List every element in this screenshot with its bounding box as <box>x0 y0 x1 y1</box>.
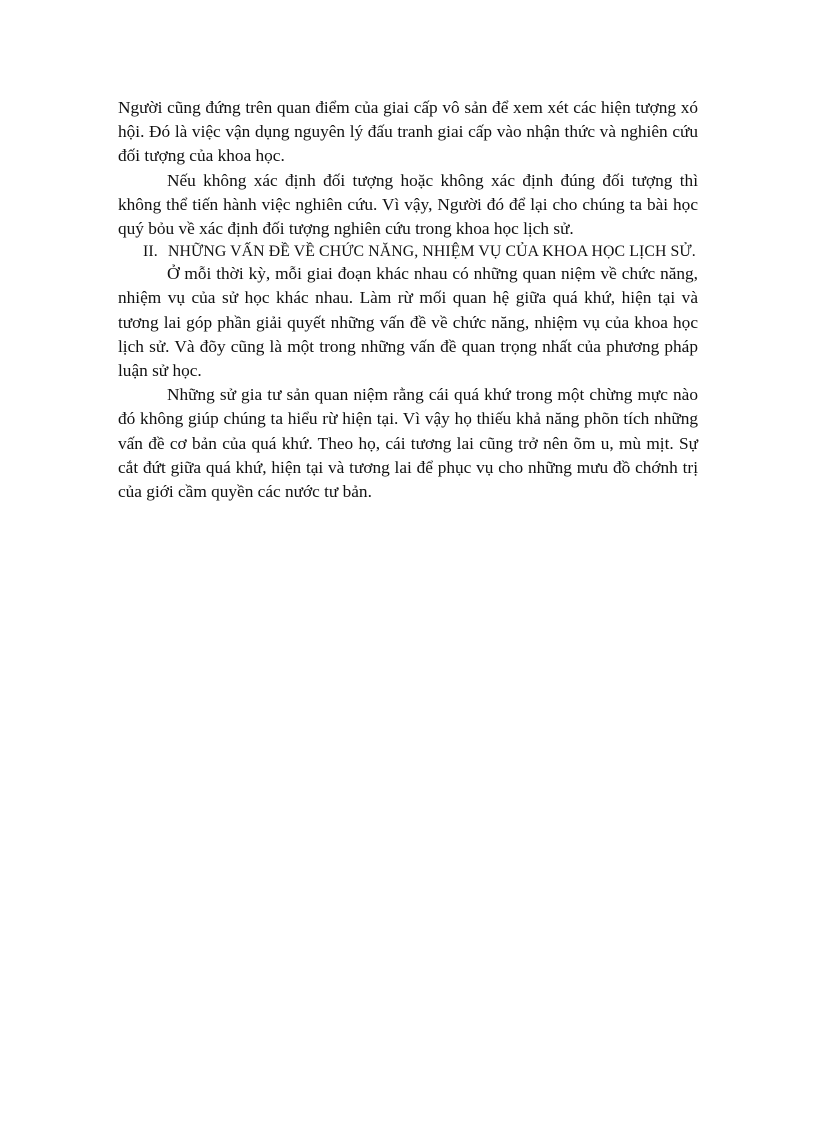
section-heading <box>118 241 698 262</box>
paragraph-3: Ở mỗi thời kỳ, mỗi giai đoạn khác nhau có những quan niệm về chức năng, nhiệm vụ của sử học khác nhau. Làm rừ mối quan hệ giữa quá khứ, hiện tại và tương lai góp phần giải quyết những vấn đề về chức năng, nhiệm vụ của khoa học lịch sử. Và đõy cũng là một trong những vấn đề quan trọng nhất của phương pháp luận sử học. <box>118 264 698 381</box>
document-page <box>118 96 698 504</box>
section-title: NHỮNG VẤN ĐỀ VỀ CHỨC NĂNG, NHIỆM VỤ CỦA KHOA HỌC LỊCH SỬ. <box>168 243 696 261</box>
paragraph-4: Những sử gia tư sản quan niệm rằng cái quá khứ trong một chừng mực nào đó không giúp chúng ta hiểu rừ hiện tại. Vì vậy họ thiếu khả năng phõn tích những vấn đề cơ bản của quá khứ. Theo họ, cái tương lai cũng trở nên õm u, mù mịt. Sự cắt đứt giữa quá khứ, hiện tại và tương lai để phục vụ cho những mưu đồ chớnh trị của giới cầm quyền các nước tư bản. <box>118 385 698 502</box>
section-number: II. <box>143 243 158 261</box>
paragraph-2: Nếu không xác định đối tượng hoặc không xác định đúng đối tượng thì không thể tiến hành việc nghiên cứu. Vì vậy, Người đó để lại cho chúng ta bài học quý bỏu về xác định đối tượng nghiên cứu trong khoa học lịch sử. <box>118 170 698 239</box>
paragraph-1: Người cũng đứng trên quan điểm của giai cấp vô sản để xem xét các hiện tượng xó hội. Đó là việc vận dụng nguyên lý đấu tranh giai cấp vào nhận thức và nghiên cứu đối tượng của khoa học. <box>118 98 698 166</box>
